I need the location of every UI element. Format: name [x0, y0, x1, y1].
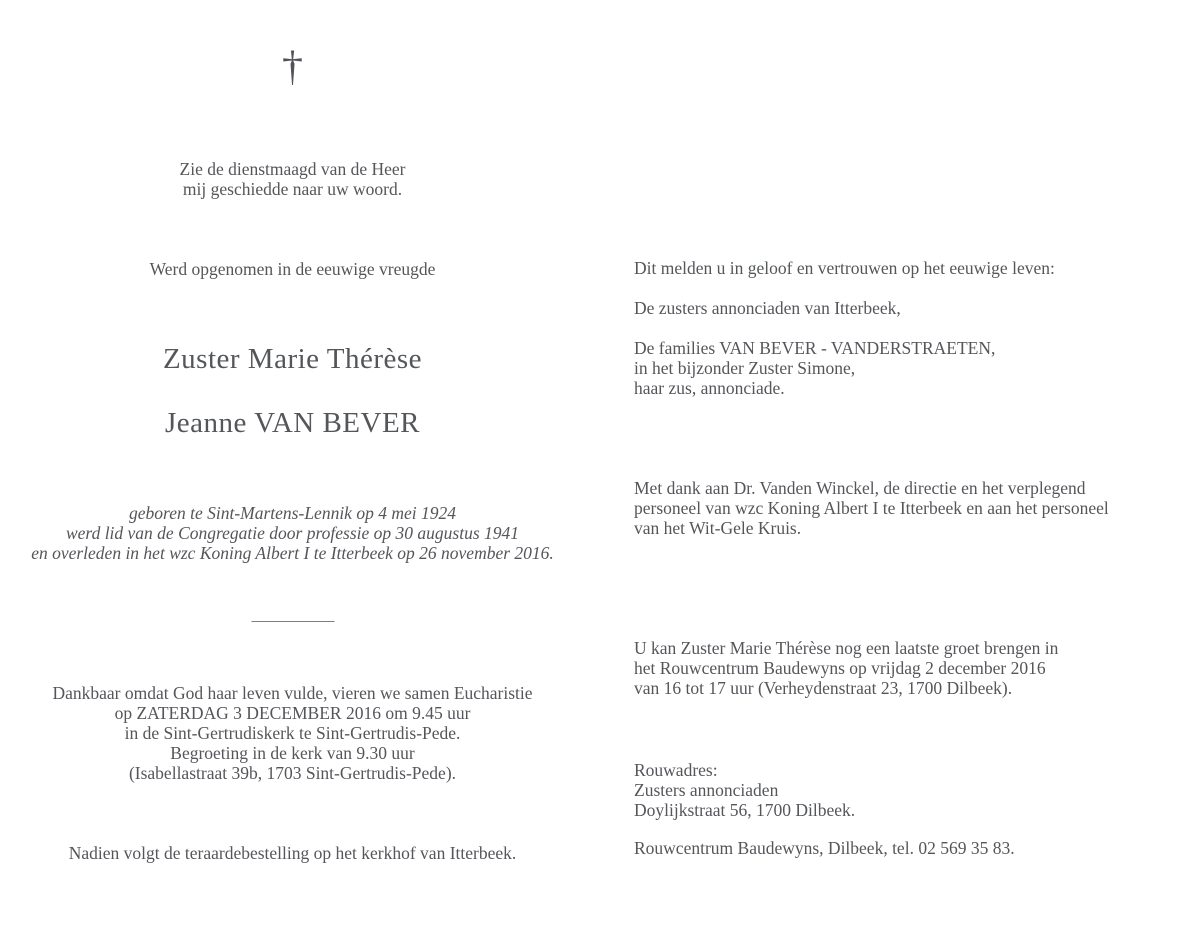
service-line: Begroeting in de kerk van 9.30 uur	[170, 743, 415, 763]
service-line: in de Sint-Gertrudiskerk te Sint-Gertrudis-Pede.	[124, 723, 461, 743]
family-list	[634, 338, 1159, 398]
opening-verse	[0, 159, 585, 199]
mourning-address-line: Zusters annonciaden	[634, 780, 779, 800]
funeral-home-text: Rouwcentrum Baudewyns, Dilbeek, tel. 02 569 35 83.	[634, 838, 1015, 858]
service-line: Dankbaar omdat God haar leven vulde, vieren we samen Eucharistie	[52, 683, 533, 703]
intro-line	[0, 259, 585, 279]
opening-verse-line: mij geschiedde naar uw woord.	[182, 179, 403, 199]
sisters-line	[634, 298, 1159, 318]
section-divider	[251, 621, 334, 622]
religious-name: Zuster Marie Thérèse	[162, 343, 423, 375]
mourning-address-line: Doylijkstraat 56, 1700 Dilbeek.	[634, 800, 856, 820]
family-line: De families VAN BEVER - VANDERSTRAETEN,	[634, 338, 996, 358]
thanks-note	[634, 478, 1159, 538]
intro-text: Werd opgenomen in de eeuwige vreugde	[149, 259, 436, 279]
burial-note	[0, 843, 585, 863]
service-line: op ZATERDAG 3 DECEMBER 2016 om 9.45 uur	[114, 703, 471, 723]
sisters-text: De zusters annonciaden van Itterbeek,	[634, 298, 901, 318]
mourning-address	[634, 760, 1159, 820]
thanks-line: Met dank aan Dr. Vanden Winckel, de directie en het verplegend	[634, 478, 1086, 498]
cross-icon: †	[282, 44, 303, 90]
service-line: (Isabellastraat 39b, 1703 Sint-Gertrudis-Pede).	[128, 763, 457, 783]
life-dates	[0, 503, 585, 563]
life-dates-line: en overleden in het wzc Koning Albert I te Itterbeek op 26 november 2016.	[31, 543, 554, 563]
right-column	[634, 0, 1159, 947]
announcement-text: Dit melden u in geloof en vertrouwen op het eeuwige leven:	[634, 258, 1055, 278]
family-line: haar zus, annonciade.	[634, 378, 785, 398]
burial-text: Nadien volgt de teraardebestelling op het kerkhof van Itterbeek.	[68, 843, 517, 863]
family-line: in het bijzonder Zuster Simone,	[634, 358, 856, 378]
visitation-line: U kan Zuster Marie Thérèse nog een laatste groet brengen in	[634, 638, 1059, 658]
thanks-line: personeel van wzc Koning Albert I te Itterbeek en aan het personeel	[634, 498, 1109, 518]
visitation-note	[634, 638, 1159, 698]
announcement-line	[634, 258, 1159, 278]
funeral-home-line	[634, 838, 1159, 858]
visitation-line: het Rouwcentrum Baudewyns op vrijdag 2 december 2016	[634, 658, 1046, 678]
mourning-address-line: Rouwadres:	[634, 760, 718, 780]
birth-name: Jeanne VAN BEVER	[164, 407, 421, 439]
visitation-line: van 16 tot 17 uur (Verheydenstraat 23, 1700 Dilbeek).	[634, 678, 1013, 698]
opening-verse-line: Zie de dienstmaagd van de Heer	[179, 159, 406, 179]
left-column	[0, 0, 585, 947]
thanks-line: van het Wit-Gele Kruis.	[634, 518, 802, 538]
life-dates-line: werd lid van de Congregatie door professie op 30 augustus 1941	[65, 523, 520, 543]
service-details	[0, 683, 585, 783]
life-dates-line: geboren te Sint-Martens-Lennik op 4 mei 1924	[129, 503, 456, 523]
